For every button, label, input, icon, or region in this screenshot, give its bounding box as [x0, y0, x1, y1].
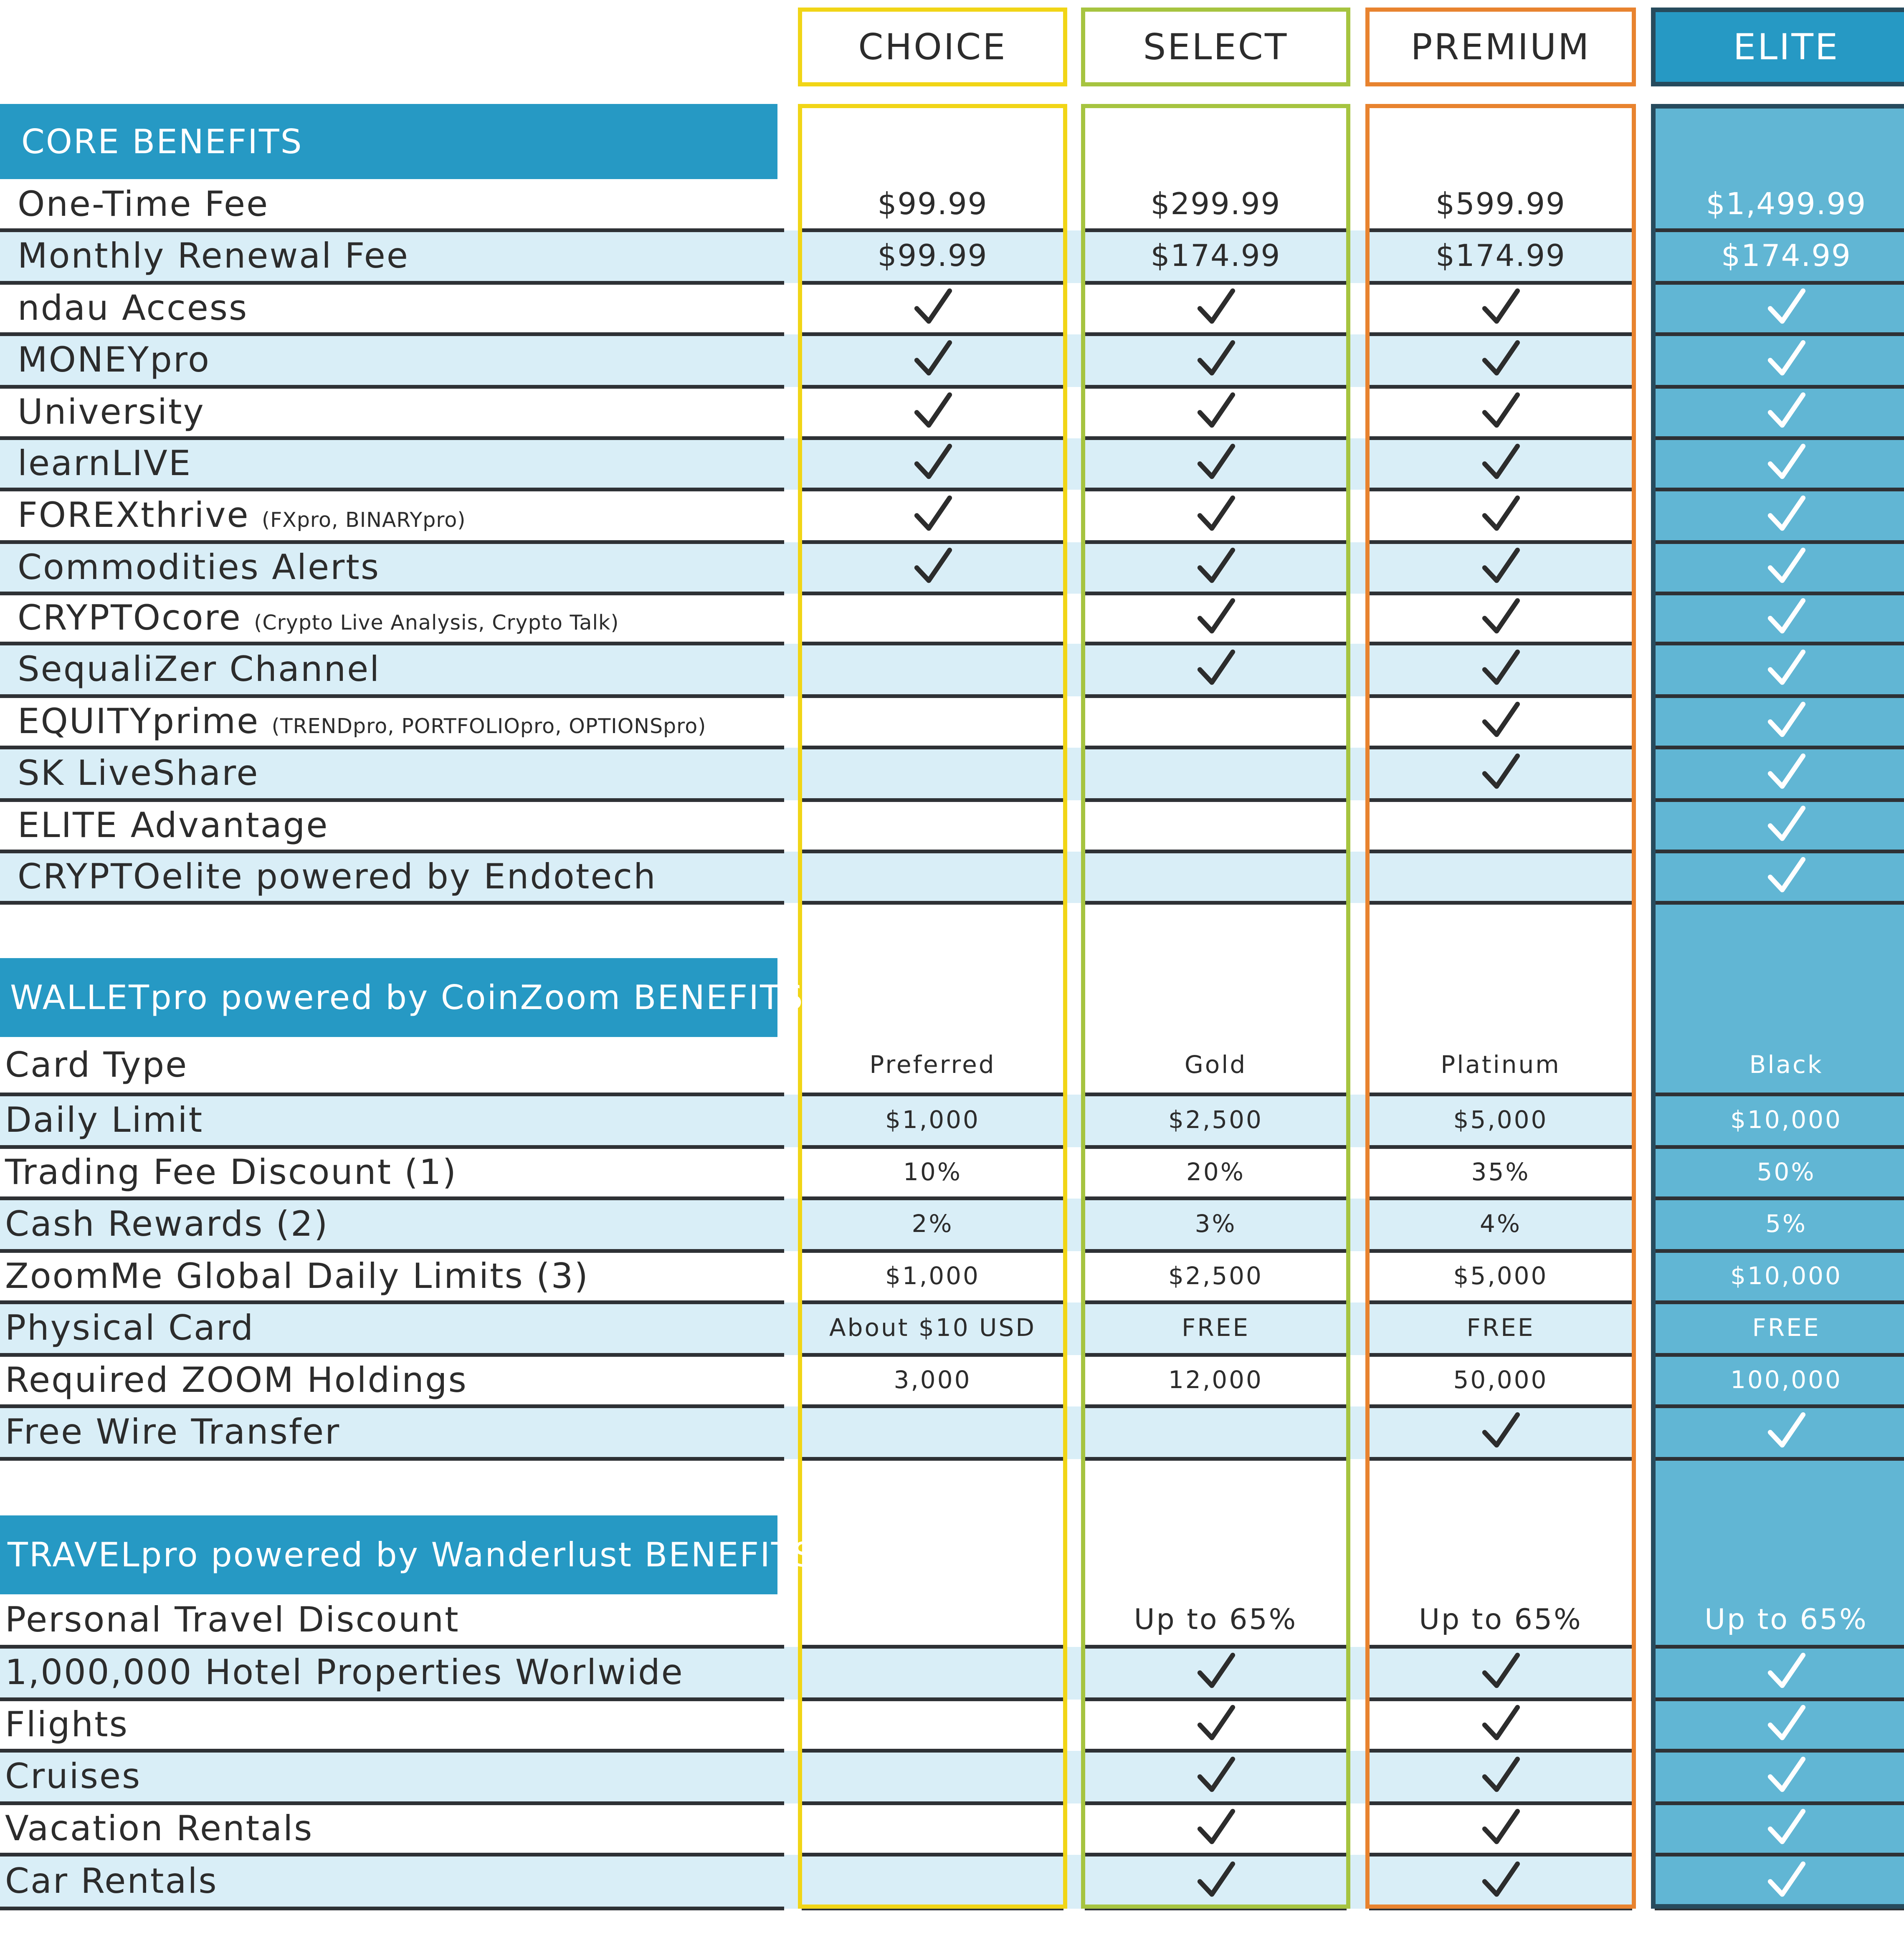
row-divider — [0, 746, 784, 749]
row-divider — [0, 1249, 784, 1253]
cell-elite — [1651, 542, 1904, 591]
cell-choice: 3,000 — [894, 1365, 972, 1394]
cell-select — [1081, 594, 1350, 641]
row-divider — [0, 281, 784, 285]
row-label-text: Card Type — [5, 1045, 188, 1085]
row-label — [18, 546, 380, 587]
row-divider — [0, 1853, 784, 1856]
checkmark-icon — [913, 392, 953, 432]
cell-elite: $10,000 — [1730, 1105, 1842, 1134]
row-label-text: Required ZOOM Holdings — [5, 1359, 468, 1400]
cell-choice: Preferred — [869, 1050, 996, 1079]
checkmark-icon — [1766, 547, 1806, 587]
cell-elite — [1651, 1803, 1904, 1852]
cell-choice: 10% — [903, 1157, 962, 1186]
row-label-text: Vacation Rentals — [5, 1808, 314, 1849]
row-label — [5, 1151, 457, 1192]
row-divider — [0, 1801, 784, 1805]
checkmark-icon — [1766, 495, 1806, 535]
row-divider — [0, 1093, 784, 1096]
cell-elite — [1651, 1647, 1904, 1697]
cell-premium — [1365, 387, 1636, 436]
row-divider — [0, 850, 784, 853]
cell-premium: Up to 65% — [1419, 1603, 1582, 1636]
checkmark-icon — [1766, 597, 1806, 637]
cell-premium: $5,000 — [1453, 1105, 1548, 1134]
row-label-text: 1,000,000 Hotel Properties Worlwide — [5, 1652, 684, 1692]
cell-select — [1081, 1751, 1350, 1801]
cell-select: Gold — [1184, 1050, 1247, 1079]
row-divider — [0, 1457, 784, 1461]
cell-select: 3% — [1195, 1209, 1237, 1238]
checkmark-icon — [1481, 1411, 1521, 1452]
checkmark-icon — [1766, 288, 1806, 328]
checkmark-icon — [1196, 649, 1236, 689]
cell-premium: FREE — [1466, 1313, 1535, 1342]
checkmark-icon — [1481, 1704, 1521, 1744]
cell-elite — [1651, 438, 1904, 487]
cell-premium — [1365, 696, 1636, 745]
checkmark-icon — [1766, 1704, 1806, 1744]
cell-premium — [1365, 748, 1636, 798]
row-label — [18, 183, 269, 224]
checkmark-icon — [1481, 392, 1521, 432]
row-label-text: Trading Fee Discount (1) — [5, 1151, 457, 1192]
checkmark-icon — [1481, 1756, 1521, 1796]
cell-elite — [1651, 1700, 1904, 1748]
cell-choice: $99.99 — [877, 238, 988, 273]
checkmark-icon — [913, 339, 953, 379]
checkmark-icon — [1196, 1704, 1236, 1744]
row-divider — [0, 694, 784, 698]
cell-select — [1081, 490, 1350, 540]
row-divider — [0, 1404, 784, 1408]
cell-select: 12,000 — [1168, 1365, 1263, 1394]
checkmark-icon — [1196, 1808, 1236, 1848]
cell-choice: $1,000 — [885, 1261, 980, 1290]
section-header-wallet: WALLETpro powered by CoinZoom BENEFITS — [0, 958, 777, 1037]
row-label-text: Physical Card — [5, 1308, 255, 1348]
row-label — [5, 1045, 188, 1085]
row-divider — [0, 332, 784, 336]
cell-select — [1081, 542, 1350, 591]
row-label — [5, 1255, 589, 1296]
row-label — [5, 1756, 142, 1796]
row-divider — [0, 436, 784, 440]
checkmark-icon — [1481, 339, 1521, 379]
row-label — [5, 1204, 329, 1244]
tier-header-choice: CHOICE — [798, 8, 1067, 86]
row-sublabel: (Crypto Live Analysis, Crypto Talk) — [254, 611, 619, 635]
checkmark-icon — [1766, 1652, 1806, 1692]
row-sublabel: (TRENDpro, PORTFOLIOpro, OPTIONSpro) — [271, 714, 706, 738]
row-divider — [0, 228, 784, 232]
cell-elite — [1651, 594, 1904, 641]
cell-select: $2,500 — [1168, 1261, 1263, 1290]
row-label-text: University — [18, 391, 205, 432]
checkmark-icon — [1196, 495, 1236, 535]
row-label — [18, 235, 409, 276]
checkmark-icon — [1196, 597, 1236, 637]
cell-elite — [1651, 334, 1904, 384]
row-label — [18, 753, 259, 793]
cell-select — [1081, 1647, 1350, 1697]
row-label — [18, 339, 210, 380]
checkmark-icon — [1766, 1756, 1806, 1796]
cell-choice — [798, 438, 1067, 487]
cell-premium — [1365, 1855, 1636, 1906]
cell-premium: Platinum — [1441, 1050, 1561, 1079]
cell-premium — [1365, 283, 1636, 332]
row-label — [18, 701, 706, 741]
cell-choice: 2% — [911, 1209, 954, 1238]
row-label-text: FOREXthrive — [18, 495, 250, 535]
checkmark-icon — [1481, 597, 1521, 637]
cell-select — [1081, 334, 1350, 384]
row-label-text: Monthly Renewal Fee — [18, 235, 409, 276]
row-divider — [0, 1749, 784, 1753]
row-label-text: ELITE Advantage — [18, 804, 329, 845]
checkmark-icon — [913, 288, 953, 328]
row-label-text: Commodities Alerts — [18, 546, 380, 587]
row-label — [5, 1100, 204, 1140]
row-divider — [0, 385, 784, 389]
cell-elite: 100,000 — [1730, 1365, 1842, 1394]
checkmark-icon — [1196, 547, 1236, 587]
cell-elite — [1651, 644, 1904, 694]
checkmark-icon — [1196, 288, 1236, 328]
cell-elite: $174.99 — [1721, 238, 1851, 273]
row-divider — [0, 798, 784, 802]
row-label-text: Cash Rewards (2) — [5, 1204, 329, 1244]
cell-elite: $10,000 — [1730, 1261, 1842, 1290]
row-label — [5, 1308, 255, 1348]
checkmark-icon — [1766, 443, 1806, 483]
row-label — [18, 443, 192, 483]
cell-elite — [1651, 1751, 1904, 1801]
cell-choice — [798, 283, 1067, 332]
row-divider — [0, 1645, 784, 1649]
row-divider — [0, 1300, 784, 1304]
cell-elite — [1651, 696, 1904, 745]
cell-elite — [1651, 283, 1904, 332]
row-label — [5, 1599, 460, 1640]
cell-elite — [1651, 748, 1904, 798]
checkmark-icon — [913, 547, 953, 587]
cell-elite: Up to 65% — [1704, 1603, 1868, 1636]
checkmark-icon — [1196, 1652, 1236, 1692]
section-header-core: CORE BENEFITS — [0, 104, 777, 179]
cell-premium — [1365, 1803, 1636, 1852]
checkmark-icon — [1481, 288, 1521, 328]
checkmark-icon — [1481, 1652, 1521, 1692]
row-label-text: Personal Travel Discount — [5, 1599, 460, 1640]
cell-elite — [1651, 800, 1904, 849]
checkmark-icon — [1481, 701, 1521, 741]
row-label-text: Free Wire Transfer — [5, 1411, 341, 1452]
cell-select: FREE — [1182, 1313, 1250, 1342]
cell-select: $2,500 — [1168, 1105, 1263, 1134]
cell-elite: 5% — [1765, 1209, 1807, 1238]
checkmark-icon — [1481, 547, 1521, 587]
row-label — [5, 1808, 314, 1849]
cell-elite — [1651, 1406, 1904, 1457]
cell-premium — [1365, 490, 1636, 540]
row-label — [18, 287, 248, 328]
row-sublabel: (FXpro, BINARYpro) — [261, 508, 466, 532]
row-divider — [0, 592, 784, 595]
cell-elite: $1,499.99 — [1706, 186, 1867, 221]
cell-elite: FREE — [1752, 1313, 1820, 1342]
row-label — [5, 1411, 341, 1452]
checkmark-icon — [1196, 1756, 1236, 1796]
row-label — [18, 495, 466, 535]
cell-premium: 4% — [1479, 1209, 1522, 1238]
cell-elite: 50% — [1757, 1157, 1816, 1186]
row-label — [18, 804, 329, 845]
row-label — [5, 1652, 684, 1692]
tier-header-elite: ELITE — [1651, 8, 1904, 86]
checkmark-icon — [1481, 495, 1521, 535]
row-divider — [0, 1196, 784, 1200]
checkmark-icon — [1766, 856, 1806, 896]
checkmark-icon — [1766, 392, 1806, 432]
row-divider — [0, 1145, 784, 1149]
row-label-text: EQUITYprime — [18, 701, 260, 741]
row-label-text: ZoomMe Global Daily Limits (3) — [5, 1255, 589, 1296]
cell-select: 20% — [1186, 1157, 1245, 1186]
row-label — [5, 1860, 218, 1901]
cell-premium: $599.99 — [1436, 186, 1566, 221]
row-label — [18, 597, 619, 638]
row-label — [18, 856, 657, 897]
cell-choice: $1,000 — [885, 1105, 980, 1134]
cell-select: $299.99 — [1150, 186, 1281, 221]
cell-elite — [1651, 387, 1904, 436]
row-label-text: Daily Limit — [5, 1100, 204, 1140]
cell-select — [1081, 644, 1350, 694]
cell-select: Up to 65% — [1134, 1603, 1298, 1636]
cell-choice — [798, 490, 1067, 540]
row-label — [18, 649, 381, 689]
cell-premium: $174.99 — [1436, 238, 1566, 273]
row-label-text: CRYPTOcore — [18, 597, 242, 638]
cell-premium — [1365, 1406, 1636, 1457]
row-label-text: Cruises — [5, 1756, 142, 1796]
cell-elite: Black — [1749, 1050, 1823, 1079]
row-divider — [0, 540, 784, 544]
cell-premium: 35% — [1471, 1157, 1530, 1186]
cell-premium — [1365, 1700, 1636, 1748]
checkmark-icon — [913, 443, 953, 483]
cell-premium — [1365, 1647, 1636, 1697]
checkmark-icon — [1196, 339, 1236, 379]
row-label — [18, 391, 205, 432]
checkmark-icon — [913, 495, 953, 535]
row-label-text: CRYPTOelite powered by Endotech — [18, 856, 657, 897]
cell-select — [1081, 387, 1350, 436]
checkmark-icon — [1766, 753, 1806, 793]
checkmark-icon — [1766, 339, 1806, 379]
checkmark-icon — [1481, 443, 1521, 483]
checkmark-icon — [1766, 1808, 1806, 1848]
cell-premium: $5,000 — [1453, 1261, 1548, 1290]
cell-choice — [798, 387, 1067, 436]
checkmark-icon — [1481, 753, 1521, 793]
row-label — [5, 1704, 129, 1745]
row-label-text: SequaliZer Channel — [18, 649, 381, 689]
row-divider — [0, 1353, 784, 1357]
row-label-text: ndau Access — [18, 287, 248, 328]
checkmark-icon — [1766, 1861, 1806, 1901]
cell-premium — [1365, 334, 1636, 384]
checkmark-icon — [1481, 649, 1521, 689]
row-label-text: Car Rentals — [5, 1860, 218, 1901]
cell-choice — [798, 334, 1067, 384]
cell-select — [1081, 438, 1350, 487]
cell-elite — [1651, 490, 1904, 540]
row-divider — [0, 642, 784, 645]
cell-select: $174.99 — [1150, 238, 1281, 273]
row-divider — [0, 488, 784, 491]
checkmark-icon — [1766, 649, 1806, 689]
checkmark-icon — [1481, 1861, 1521, 1901]
row-label-text: Flights — [5, 1704, 129, 1745]
cell-premium — [1365, 542, 1636, 591]
checkmark-icon — [1766, 701, 1806, 741]
row-divider — [0, 1697, 784, 1701]
checkmark-icon — [1196, 1861, 1236, 1901]
cell-premium — [1365, 594, 1636, 641]
tier-header-premium: PREMIUM — [1365, 8, 1636, 86]
row-label-text: SK LiveShare — [18, 753, 259, 793]
tier-header-select: SELECT — [1081, 8, 1350, 86]
row-label — [5, 1359, 468, 1400]
checkmark-icon — [1481, 1808, 1521, 1848]
cell-choice: $99.99 — [877, 186, 988, 221]
row-label-text: learnLIVE — [18, 443, 192, 483]
checkmark-icon — [1196, 443, 1236, 483]
cell-select — [1081, 1803, 1350, 1852]
cell-premium — [1365, 1751, 1636, 1801]
cell-select — [1081, 1700, 1350, 1748]
cell-elite — [1651, 1855, 1904, 1906]
cell-select — [1081, 1855, 1350, 1906]
cell-premium — [1365, 438, 1636, 487]
cell-elite — [1651, 852, 1904, 900]
row-label-text: MONEYpro — [18, 339, 210, 380]
cell-premium — [1365, 644, 1636, 694]
cell-choice — [798, 542, 1067, 591]
cell-choice: About $10 USD — [829, 1313, 1036, 1342]
checkmark-icon — [1766, 805, 1806, 845]
row-label-text: One-Time Fee — [18, 183, 269, 224]
row-divider — [0, 1907, 784, 1910]
cell-select — [1081, 283, 1350, 332]
checkmark-icon — [1196, 392, 1236, 432]
row-divider — [0, 901, 784, 905]
cell-premium: 50,000 — [1453, 1365, 1548, 1394]
checkmark-icon — [1766, 1411, 1806, 1452]
section-header-travel: TRAVELpro powered by Wanderlust BENEFITS — [0, 1515, 777, 1594]
